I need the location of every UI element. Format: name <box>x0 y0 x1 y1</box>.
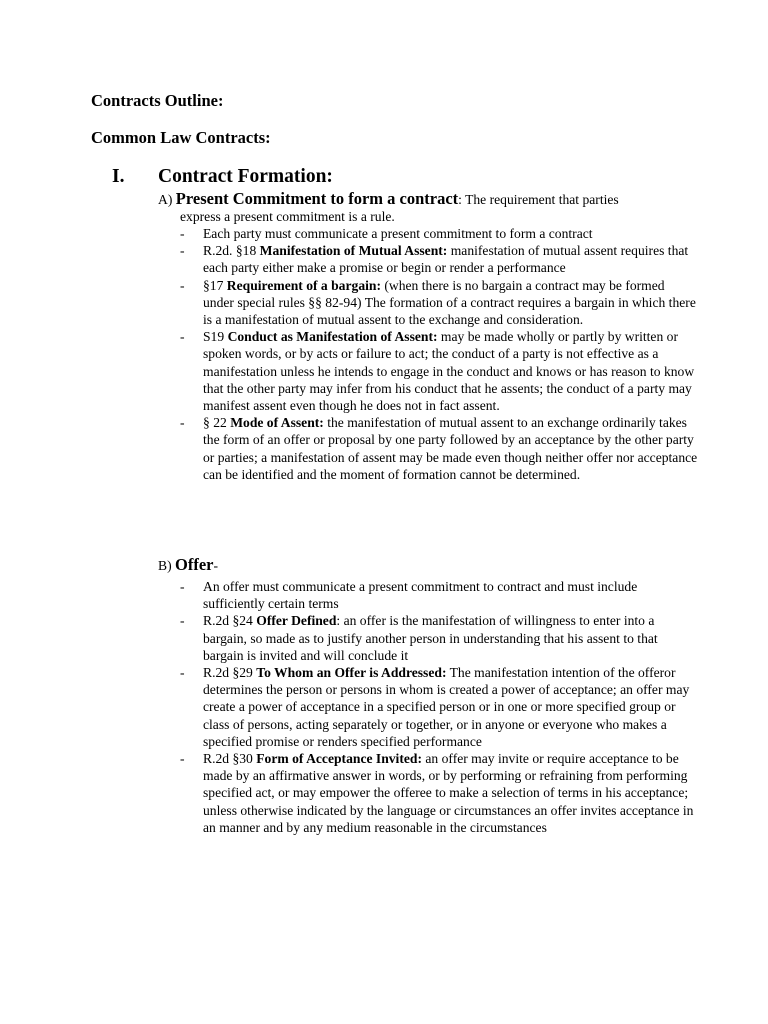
bullet-text: an offer may invite or require acceptance to be made by an affirmative answer in words, or by performing or refraining from performing specified act, or may empower the offeree to make a selection of terms in his acceptance; unless otherwise indicated by the language or circumstances an offer invites acceptance in an manner and by any medium reasonable in the circumstances <box>203 751 694 835</box>
bullet-dash: - <box>180 579 185 594</box>
subsection-a-intro: : The requirement that parties <box>458 192 619 207</box>
bullet-dash: - <box>180 226 185 241</box>
bullet-prefix: R.2d. §18 <box>203 243 260 259</box>
bullet-prefix: R.2d §30 <box>203 751 257 767</box>
section-title: Contract Formation: <box>158 166 333 187</box>
bullet-bold-term: Requirement of a bargain: <box>226 277 381 293</box>
subsection-b-bullets <box>158 578 698 836</box>
bullet-item <box>158 277 698 329</box>
bullet-prefix: R.2d §24 <box>203 613 257 629</box>
subsection-a-intro-continued: express a present commitment is a rule. <box>180 209 395 224</box>
bullet-prefix: § 22 <box>203 415 231 431</box>
bullet-text: Each party must communicate a present commitment to form a contract <box>203 226 593 241</box>
subsection-b-letter: B) <box>158 558 172 573</box>
bullet-dash: - <box>180 243 185 259</box>
bullet-dash: - <box>180 613 185 629</box>
bullet-prefix: R.2d §29 <box>203 665 257 681</box>
bullet-text: : an offer is the manifestation of willingness to enter into a bargain, so made as to justify another person in understanding that his assent to that bargain is invited and will conclude it <box>203 613 658 663</box>
bullet-bold-term: Mode of Assent: <box>230 415 324 431</box>
subsection-a-letter: A) <box>158 192 173 207</box>
bullet-dash: - <box>180 751 185 767</box>
bullet-item <box>158 242 698 276</box>
bullet-item <box>158 750 698 836</box>
subsection-a-title: Present Commitment to form a contract <box>175 189 459 208</box>
subsection-b-title: Offer <box>175 555 214 574</box>
subsection-a-bullets <box>158 225 698 483</box>
bullet-prefix: S19 <box>203 329 228 345</box>
bullet-bold-term: Offer Defined <box>256 613 337 629</box>
section-numeral: I. <box>112 166 125 187</box>
bullet-dash: - <box>180 665 185 681</box>
bullet-text: the manifestation of mutual assent to an exchange ordinarily takes the form of an offer or proposal by one party followed by an acceptance by the other party or parties; a manifestation of assent may be made even though neither offer nor acceptance can be identified and the moment of formation cannot be determined. <box>203 415 698 482</box>
subsection-a-heading <box>158 190 698 208</box>
bullet-prefix: §17 <box>203 277 227 293</box>
bullet-item <box>158 414 698 483</box>
bullet-bold-term: To Whom an Offer is Addressed: <box>256 665 447 681</box>
subsection-a <box>158 190 698 483</box>
bullet-item <box>158 328 698 414</box>
bullet-text: The manifestation intention of the offeror determines the person or persons in whom is created a power of acceptance; an offer may create a power of acceptance in a specified person or in one or more specified group or class of persons, acting separately or together, or in anyone or everyone who makes a specified promise or renders specified performance <box>203 665 690 749</box>
bullet-item <box>158 225 698 242</box>
bullet-text: An offer must communicate a present commitment to contract and must include sufficiently certain terms <box>203 579 638 612</box>
subsection-b-suffix: - <box>213 558 219 573</box>
bullet-text: (when there is no bargain a contract may be formed under special rules §§ 82-94) The formation of a contract requires a bargain in which there is a manifestation of mutual assent to the exchange and consideration. <box>203 277 696 328</box>
bullet-dash: - <box>180 277 185 293</box>
bullet-text: may be made wholly or partly by written or spoken words, or by acts or failure to act; the conduct of a party is not effective as a manifestation unless he intends to engage in the conduct and knows or has reason to know that the other party may infer from his conduct that he assents; the conduct of a party may manifest assent even though he does not in fact assent. <box>203 329 695 414</box>
bullet-dash: - <box>180 415 185 431</box>
subsection-b <box>158 556 698 836</box>
bullet-item <box>158 612 698 664</box>
bullet-bold-term: Manifestation of Mutual Assent: <box>259 243 448 259</box>
bullet-bold-term: Conduct as Manifestation of Assent: <box>227 329 438 345</box>
bullet-text: manifestation of mutual assent requires that each party either make a promise or begin or render a performance <box>203 243 689 276</box>
subsection-b-heading <box>158 556 698 574</box>
bullet-item <box>158 664 698 750</box>
section-heading <box>112 166 333 188</box>
bullet-bold-term: Form of Acceptance Invited: <box>256 751 422 767</box>
document-title: Contracts Outline: <box>91 91 224 110</box>
bullet-dash: - <box>180 329 185 345</box>
document-subtitle: Common Law Contracts: <box>91 128 271 147</box>
bullet-item <box>158 578 698 612</box>
